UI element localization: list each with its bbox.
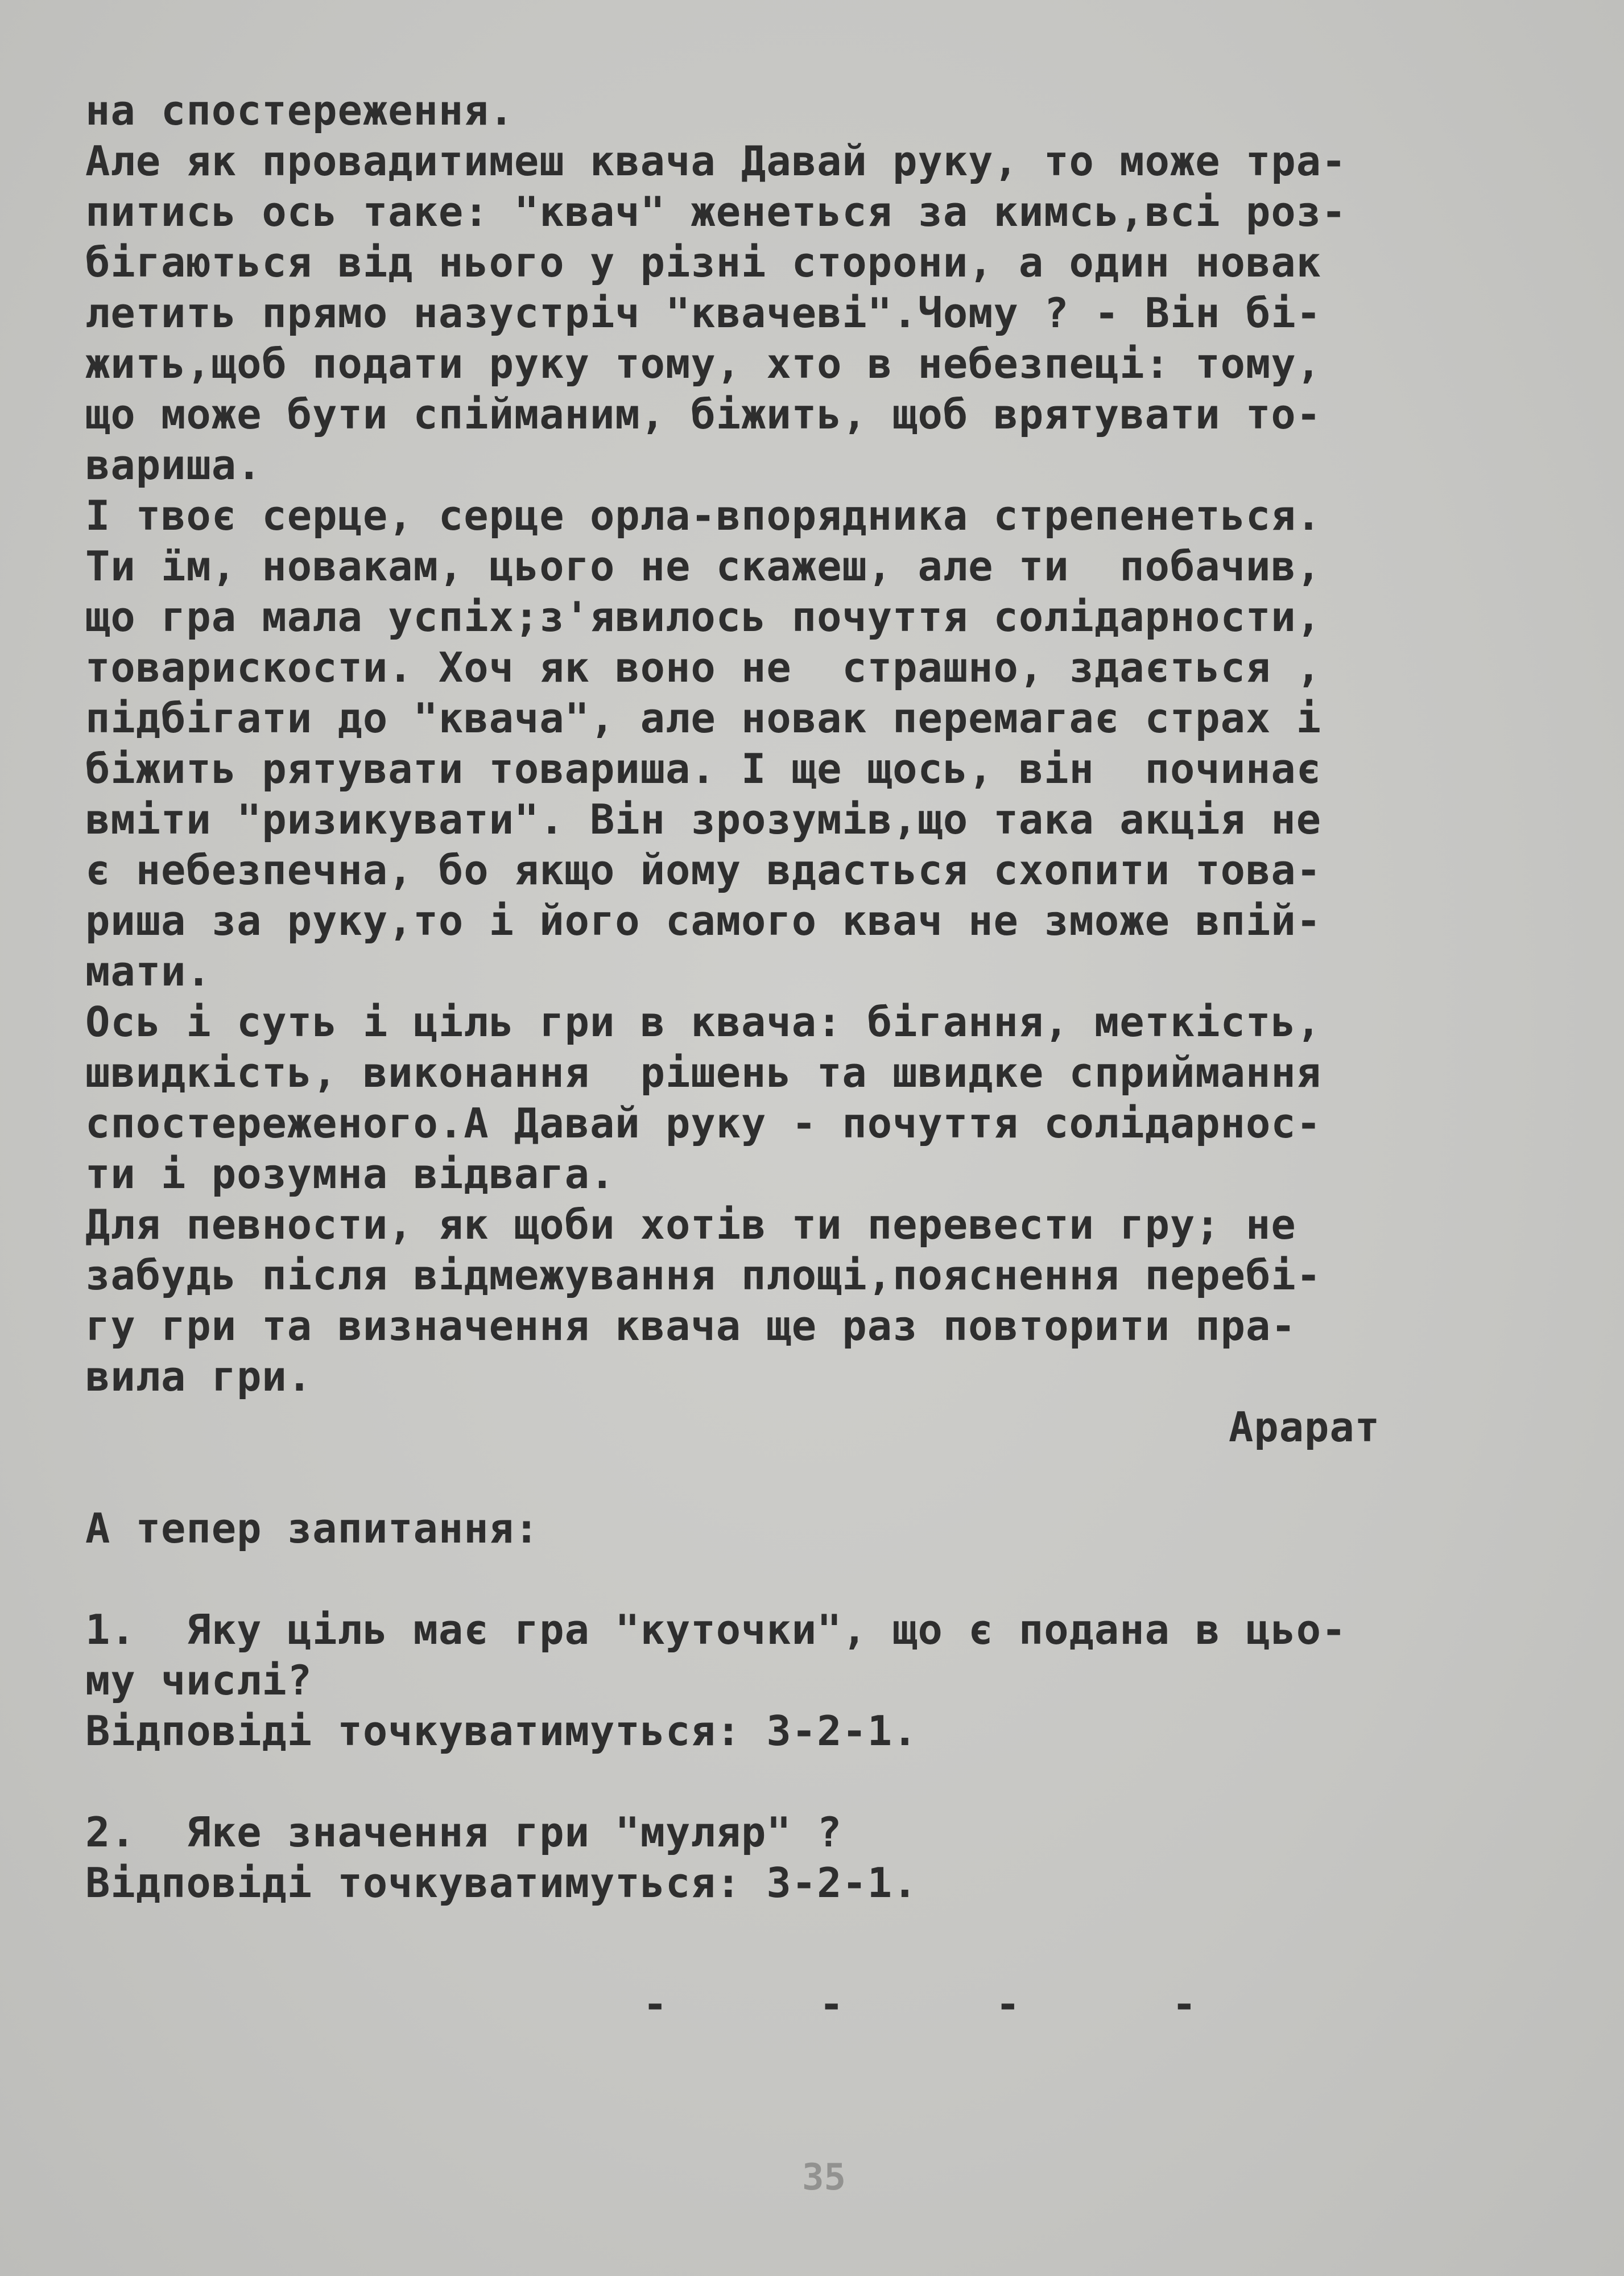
text-line: що гра мала успіх;з'явилось почуття солідарности, (85, 593, 1322, 641)
spacer (85, 1757, 1587, 1807)
text-line: вариша. (85, 441, 262, 489)
text-line: що може бути спійманим, біжить, щоб врятувати то- (85, 390, 1322, 438)
question-2-points: Відповіді точкуватимуться: 3-2-1. (85, 1859, 918, 1907)
question-1-text: 1. Яку ціль має гра "куточки", що є подана в цьо- (85, 1606, 1347, 1654)
text-line: товарискости. Хоч як воно не страшно, здається , (85, 644, 1322, 691)
spacer (85, 1453, 1587, 1503)
question-1-text-continued: му числі? (85, 1656, 313, 1704)
text-line: бігаються від нього у різні сторони, а один новак (85, 238, 1322, 286)
question-1-points: Відповіді точкуватимуться: 3-2-1. (85, 1707, 918, 1755)
text-line: спостереженого.А Давай руку - почуття солідарнос- (85, 1099, 1322, 1147)
text-line: летить прямо назустріч "квачеві".Чому ? - Він бі- (85, 289, 1322, 337)
text-line: риша за руку,то і його самого квач не зможе впій- (85, 897, 1322, 945)
closing-dashes: - - - - (643, 1980, 1197, 2028)
text-line: мати. (85, 947, 212, 995)
text-line: вила гри. (85, 1353, 313, 1400)
author-signature: Арарат (1229, 1403, 1381, 1451)
text-line: забудь після відмежування площі,пояснення перебі- (85, 1251, 1322, 1299)
text-line: підбігати до "квача", але новак перемагає страх і (85, 694, 1322, 742)
text-line: Ти їм, новакам, цього не скажеш, але ти побачив, (85, 542, 1322, 590)
text-line: Ось і суть і ціль гри в квача: бігання, меткість, (85, 998, 1322, 1046)
text-line: є небезпечна, бо якщо йому вдасться схопити това- (85, 846, 1322, 894)
text-line: ти і розумна відвага. (85, 1150, 615, 1198)
questions-heading: А тепер запитання: (85, 1504, 540, 1552)
text-line: Але як провадитимеш квача Давай руку, то може тра- (85, 137, 1347, 185)
text-line: жить,щоб подати руку тому, хто в небезпеці: тому, (85, 340, 1322, 387)
text-line: гу гри та визначення квача ще раз повторити пра- (85, 1302, 1296, 1350)
text-line: швидкість, виконання рішень та швидке сприймання (85, 1049, 1322, 1096)
spacer (85, 1554, 1587, 1605)
body-text (85, 85, 1587, 1908)
page-number: 35 (802, 2157, 846, 2199)
text-line: біжить рятувати товариша. І ще щось, він починає (85, 745, 1322, 793)
text-line: Для певности, як щоби хотів ти перевести гру; не (85, 1201, 1296, 1248)
text-line: вміти "ризикувати". Він зрозумів,що така акція не (85, 795, 1322, 843)
text-line: питись ось таке: "квач" женеться за кимсь,всі роз- (85, 188, 1347, 236)
text-line: на спостереження. (85, 86, 514, 134)
text-line: І твоє серце, серце орла-впорядника стрепенеться. (85, 492, 1322, 539)
question-2-text: 2. Яке значення гри "муляр" ? (85, 1808, 842, 1856)
